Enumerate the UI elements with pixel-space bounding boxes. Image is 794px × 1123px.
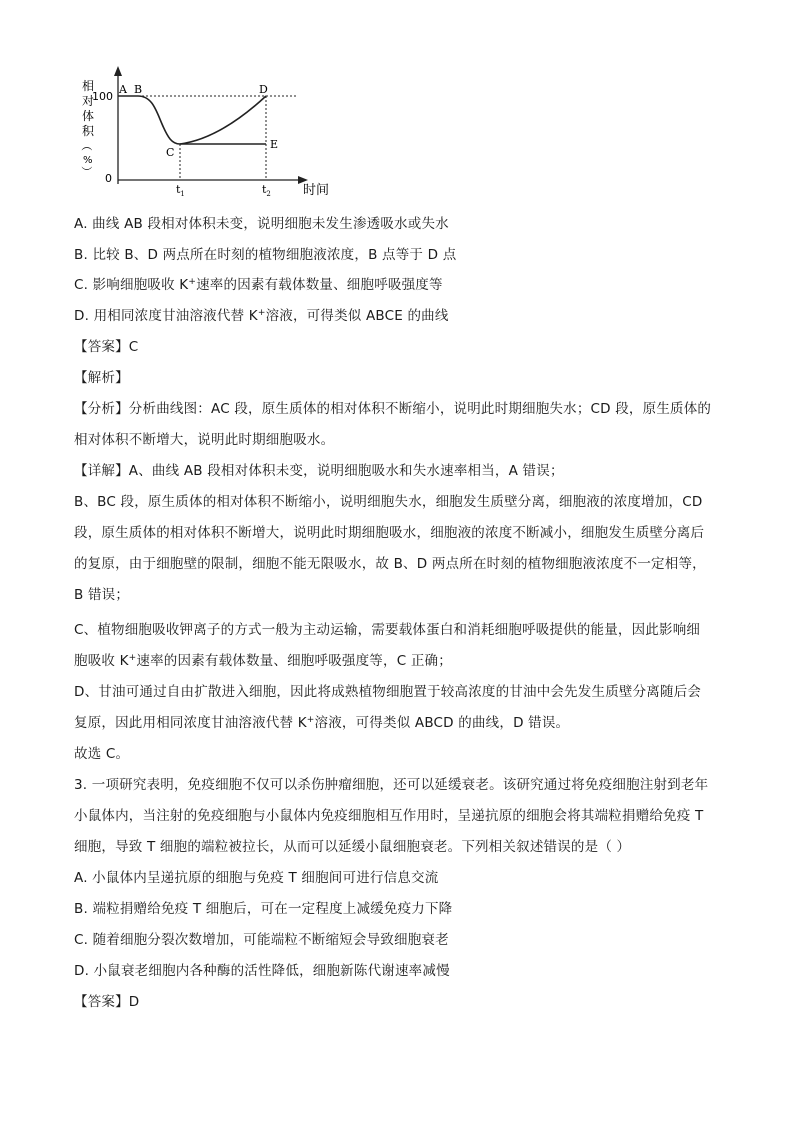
q3-option-c: C. 随着细胞分裂次数增加，可能端粒不断缩短会导致细胞衰老: [74, 932, 449, 948]
q3-option-d: D. 小鼠衰老细胞内各种酶的活性降低，细胞新陈代谢速率减慢: [74, 963, 450, 979]
point-a-label: A: [119, 83, 127, 96]
q3-answer: 【答案】D: [74, 994, 140, 1010]
y-label-char: %: [83, 155, 93, 166]
y-label-char: 体: [82, 109, 95, 123]
y-label-char: （: [80, 140, 93, 151]
analysis-line: 【详解】A、曲线 AB 段相对体积未变，说明细胞吸水和失水速率相当，A 错误；: [74, 463, 564, 479]
q2-analysis-title: 【解析】: [74, 370, 129, 386]
analysis-line: 复原，因此用相同浓度甘油溶液代替 K+溶液，可得类似 ABCD 的曲线，D 错误。: [74, 715, 570, 731]
q3-stem-line: 3. 一项研究表明，免疫细胞不仅可以杀伤肿瘤细胞，还可以延缓衰老。该研究通过将免疫细胞注射到老年: [74, 777, 709, 793]
analysis-line: 段，原生质体的相对体积不断增大，说明此时期细胞吸水，细胞液的浓度不断减小，细胞发生质壁分离后: [74, 525, 705, 541]
analysis-line: B 错误；: [74, 587, 130, 603]
y-label-char: ）: [80, 166, 93, 177]
curve-abc: [118, 96, 180, 144]
point-e-label: E: [270, 138, 279, 151]
point-d-label: D: [259, 83, 268, 96]
analysis-line: C、植物细胞吸收钾离子的方式一般为主动运输，需要载体蛋白和消耗细胞呼吸提供的能量，因此影响细: [74, 622, 701, 638]
q2-option-c: C. 影响细胞吸收 K+速率的因素有载体数量、细胞呼吸强度等: [74, 277, 443, 293]
t2-label: $t_2$: [262, 183, 271, 198]
q2-option-a: A. 曲线 AB 段相对体积未变，说明细胞未发生渗透吸水或失水: [74, 216, 449, 232]
t1-label: $t_1$: [176, 183, 185, 198]
curve-cd: [180, 96, 266, 144]
y-label-char: 相: [82, 79, 95, 93]
relative-volume-graph: [70, 62, 340, 202]
q2-option-b: B. 比较 B、D 两点所在时刻的植物细胞液浓度，B 点等于 D 点: [74, 247, 457, 263]
analysis-line: B、BC 段，原生质体的相对体积不断缩小，说明细胞失水，细胞发生质壁分离，细胞液的浓度增加，CD: [74, 494, 703, 510]
y-tick-0: 0: [105, 172, 112, 185]
x-axis-label: 时间: [303, 183, 330, 198]
analysis-line: D、甘油可通过自由扩散进入细胞，因此将成熟植物细胞置于较高浓度的甘油中会先发生质壁分离随后会: [74, 684, 702, 700]
analysis-line: 相对体积不断增大，说明此时期细胞吸水。: [74, 432, 335, 448]
y-tick-100: 100: [92, 90, 113, 103]
point-b-label: B: [134, 83, 143, 96]
q2-option-d: D. 用相同浓度甘油溶液代替 K+溶液，可得类似 ABCE 的曲线: [74, 308, 449, 324]
y-label-char: 对: [82, 94, 95, 108]
q3-stem-line: 小鼠体内，当注射的免疫细胞与小鼠体内免疫细胞相互作用时，呈递抗原的细胞会将其端粒捐赠给免疫 T: [74, 808, 704, 824]
q3-stem-line: 细胞，导致 T 细胞的端粒被拉长，从而可以延缓小鼠细胞衰老。下列相关叙述错误的是（ ）: [74, 839, 631, 855]
q3-option-b: B. 端粒捐赠给免疫 T 细胞后，可在一定程度上减缓免疫力下降: [74, 901, 453, 917]
q2-conclusion: 故选 C。: [74, 746, 130, 762]
analysis-line: 胞吸收 K+速率的因素有载体数量、细胞呼吸强度等，C 正确；: [74, 653, 452, 669]
q3-option-a: A. 小鼠体内呈递抗原的细胞与免疫 T 细胞间可进行信息交流: [74, 870, 439, 886]
analysis-line: 【分析】分析曲线图：AC 段，原生质体的相对体积不断缩小，说明此时期细胞失水；CD 段，原生质体的: [74, 401, 712, 417]
q2-answer: 【答案】C: [74, 339, 139, 355]
y-axis-arrow: [114, 66, 122, 76]
analysis-line: 的复原，由于细胞壁的限制，细胞不能无限吸水，故 B、D 两点所在时刻的植物细胞液浓度不一定相等，: [74, 556, 706, 572]
y-label-char: 积: [82, 124, 95, 138]
point-c-label: C: [166, 146, 175, 159]
